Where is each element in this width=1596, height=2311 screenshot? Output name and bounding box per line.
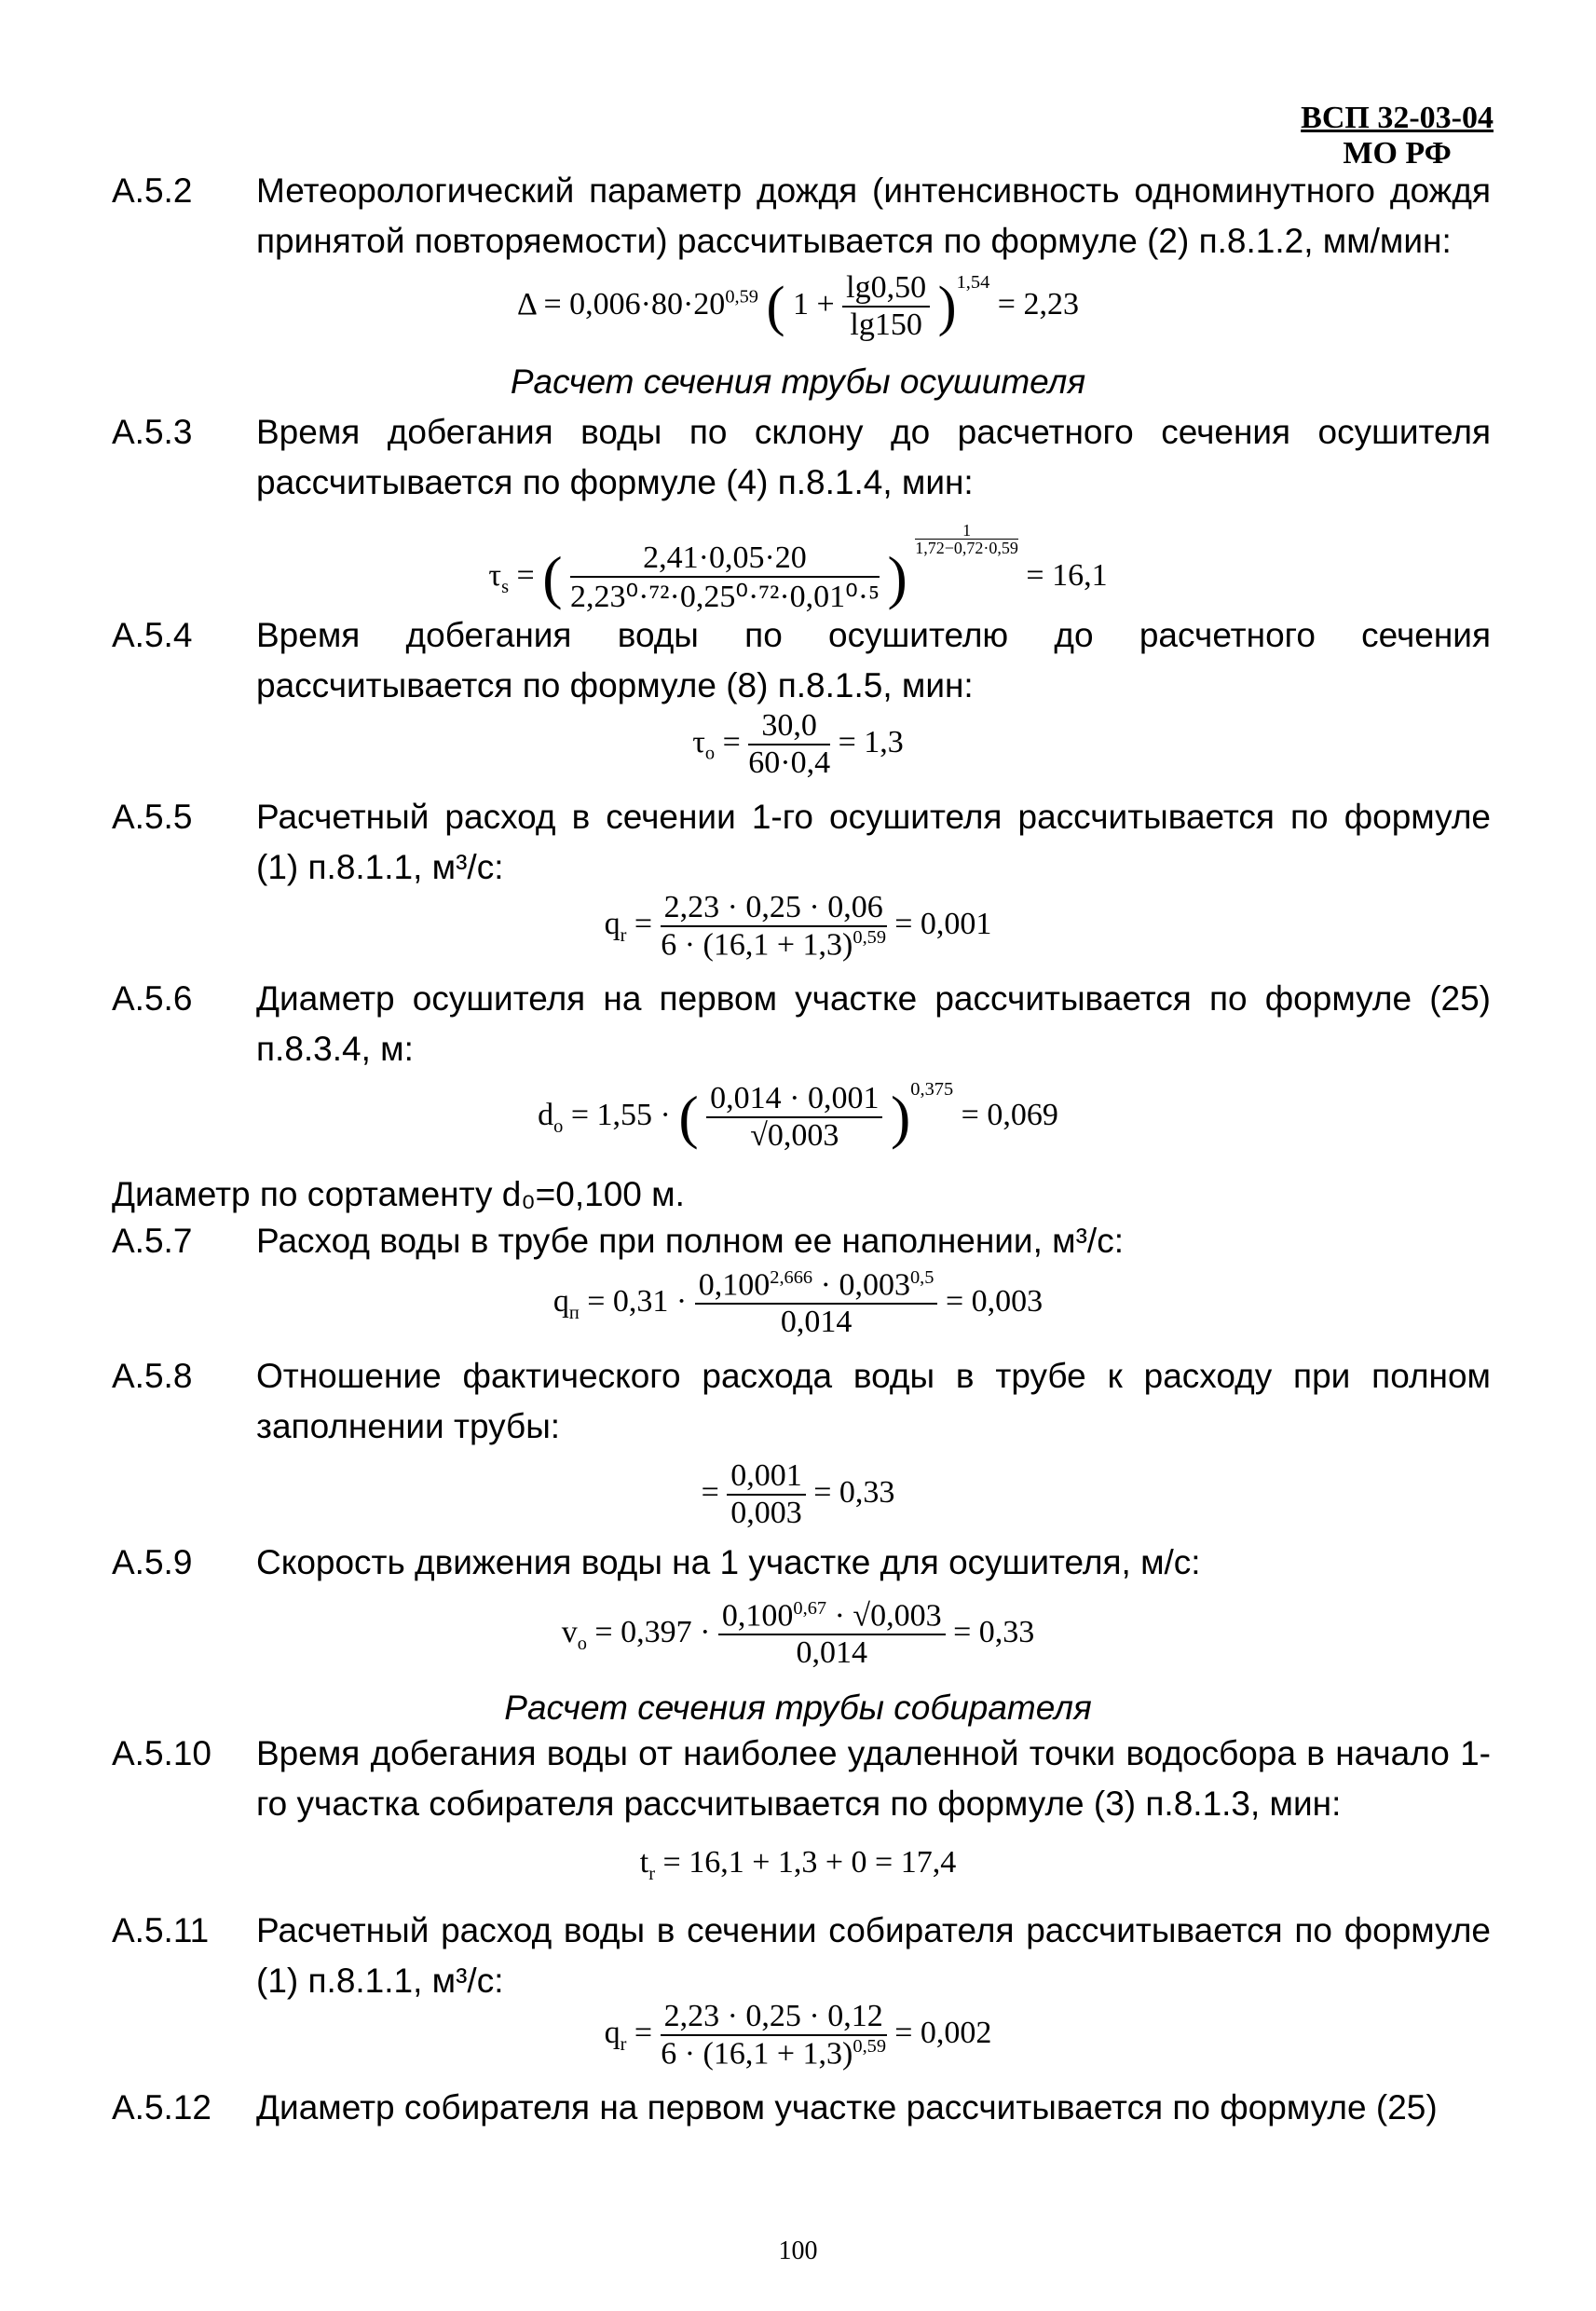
formula-drain-diameter: $d_o = 1,55$ · ( $\frac{0,014 \cdot 0,001}{√0,003}$ )$^{0,375}$ = 0,069 bbox=[538, 1079, 1058, 1154]
section-text: Расчетный расход воды в сечении собирателя рассчитывается по формуле (1) п.8.1.1, м³/с: bbox=[256, 1911, 1491, 2000]
section-a-5-8 bbox=[112, 1351, 1491, 1452]
section-number: А.5.9 bbox=[112, 1543, 193, 1581]
section-a-5-9 bbox=[112, 1538, 1491, 1588]
diameter-note: Диаметр по сортаменту d₀=0,100 м. bbox=[112, 1175, 685, 1213]
section-text: Метеорологический параметр дождя (интенсивность одноминутного дождя принятой повторяемости) рассчитывается по формуле (2) п.8.1.2, мм/мин: bbox=[256, 171, 1491, 260]
document-header bbox=[1301, 101, 1494, 171]
section-text: Расчетный расход в сечении 1-го осушителя рассчитывается по формуле (1) п.8.1.1, м³/с: bbox=[256, 798, 1491, 886]
section-number: А.5.8 bbox=[112, 1357, 193, 1395]
section-number: А.5.11 bbox=[112, 1911, 210, 1949]
formula-flow-ratio: = $\frac{0,001}{0,003}$ = 0,33 bbox=[701, 1458, 895, 1530]
formula-slope-time: $\tau_s$ = ( $\frac{2,41\cdot 0,05\cdot 20}{\text{2,23⁰·⁷²·0,25⁰·⁷²·0,01⁰·⁵}}$ ) $\frac{1}{1,72-0,72\cdot 0,59}$ = 16,1 bbox=[488, 521, 1108, 615]
section-a-5-5 bbox=[112, 792, 1491, 893]
section-a-5-11 bbox=[112, 1906, 1491, 2006]
section-a-5-7 bbox=[112, 1216, 1491, 1266]
section-number: А.5.4 bbox=[112, 616, 193, 654]
section-number: А.5.5 bbox=[112, 798, 193, 836]
section-a-5-3 bbox=[112, 407, 1491, 508]
heading-drain-section: Расчет сечения трубы осушителя bbox=[510, 362, 1086, 401]
section-text: Диаметр собирателя на первом участке рассчитывается по формуле (25) bbox=[256, 2088, 1438, 2126]
section-number: А.5.2 bbox=[112, 171, 193, 210]
formula-rain-parameter: $\Delta = 0,006\cdot 80\cdot 20^{0,59}$ ( 1 + $\frac{\lg 0,50}{\lg 150}$ )$^{1,54}$ = 2,23 bbox=[517, 270, 1079, 342]
formula-collector-flow: $q_r$ = $\frac{2,23 \cdot 0,25 \cdot 0,12}{6 \cdot (16,1 + 1,3)^{0,59}}$ = 0,002 bbox=[604, 1999, 992, 2072]
section-a-5-2 bbox=[112, 166, 1491, 267]
formula-collector-time: $t_r = 16,1 + 1,3 + 0 = 17,4$ bbox=[639, 1845, 957, 1884]
section-a-5-12 bbox=[112, 2083, 1491, 2133]
section-text: Диаметр осушителя на первом участке рассчитывается по формуле (25) п.8.3.4, м: bbox=[256, 979, 1491, 1068]
section-text: Скорость движения воды на 1 участке для осушителя, м/с: bbox=[256, 1543, 1201, 1581]
formula-full-flow: $q_п = 0,31$ · $\frac{0,100^{2,666} \cdot 0,003^{0,5}}{0,014}$ = 0,003 bbox=[552, 1267, 1044, 1340]
heading-collector-section: Расчет сечения трубы собирателя bbox=[504, 1689, 1092, 1727]
section-a-5-4 bbox=[112, 610, 1491, 711]
section-number: А.5.12 bbox=[112, 2088, 211, 2126]
section-text: Время добегания воды по осушителю до расчетного сечения рассчитывается по формуле (8) п.8.1.5, мин: bbox=[256, 616, 1491, 704]
section-text: Расход воды в трубе при полном ее наполнении, м³/с: bbox=[256, 1222, 1124, 1260]
section-number: А.5.6 bbox=[112, 979, 193, 1018]
section-a-5-10 bbox=[112, 1729, 1491, 1829]
section-text: Время добегания воды от наиболее удаленной точки водосбора в начало 1-го участка собирателя рассчитывается по формуле (3) п.8.1.3, мин: bbox=[256, 1734, 1491, 1823]
formula-drain-flow: $q_r$ = $\frac{2,23 \cdot 0,25 \cdot 0,06}{6 \cdot (16,1 + 1,3)^{0,59}}$ = 0,001 bbox=[604, 890, 992, 963]
formula-drain-time: $\tau_o$ = $\frac{30,0}{60\cdot 0,4}$ = 1,3 bbox=[692, 708, 904, 780]
section-number: А.5.3 bbox=[112, 413, 193, 451]
document-org: МО РФ bbox=[1343, 136, 1452, 171]
formula-velocity: $v_o = 0,397$ · $\frac{0,100^{0,67} \cdot √0,003}{0,014}$ = 0,33 bbox=[561, 1598, 1035, 1671]
document-code: ВСП 32-03-04 bbox=[1301, 101, 1494, 135]
section-number: А.5.7 bbox=[112, 1222, 193, 1260]
section-text: Отношение фактического расхода воды в трубе к расходу при полном заполнении трубы: bbox=[256, 1357, 1491, 1445]
section-number: А.5.10 bbox=[112, 1734, 211, 1772]
section-a-5-6 bbox=[112, 974, 1491, 1074]
page-number: 100 bbox=[778, 2236, 818, 2265]
section-text: Время добегания воды по склону до расчетного сечения осушителя рассчитывается по формуле (4) п.8.1.4, мин: bbox=[256, 413, 1491, 501]
